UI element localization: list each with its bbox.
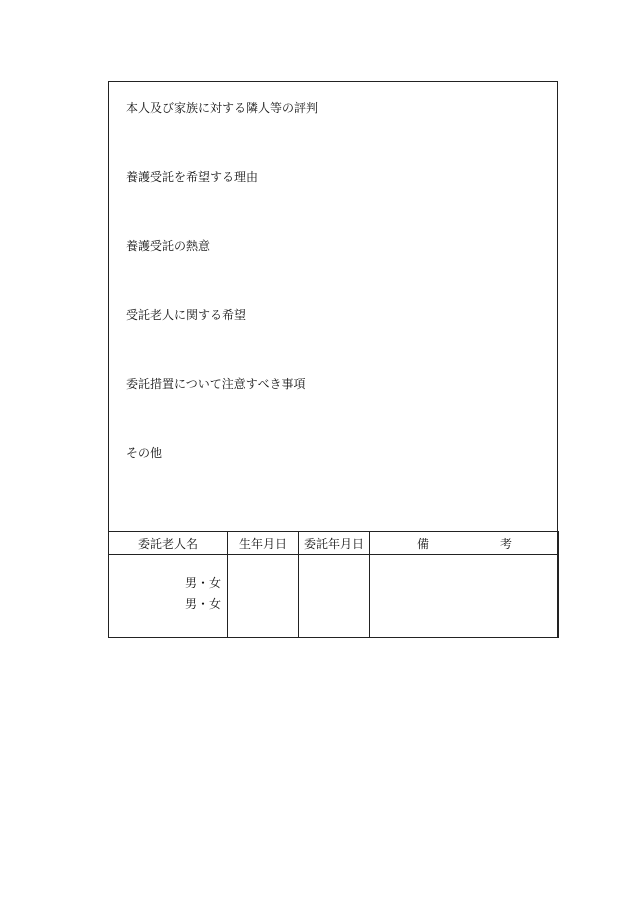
section-label-other: その他 [126, 446, 163, 460]
sex-option-2[interactable]: 男・女 [184, 597, 221, 611]
section-label-reputation: 本人及び家族に対する隣人等の評判 [126, 101, 319, 115]
birth-date-cell[interactable] [228, 555, 299, 638]
header-name: 委託老人名 [109, 532, 228, 555]
entrusted-elderly-table [108, 531, 559, 638]
header-remarks-right: 考 [499, 536, 512, 551]
name-cell[interactable] [109, 555, 228, 638]
form-frame [108, 81, 558, 638]
section-label-reason: 養護受託を希望する理由 [126, 170, 259, 184]
header-remarks [370, 532, 559, 555]
table-row [109, 555, 559, 638]
section-label-notes: 委託措置について注意すべき事項 [126, 377, 306, 391]
header-entrust-date: 委託年月日 [299, 532, 370, 555]
remarks-cell[interactable] [370, 555, 559, 638]
table-header-row [109, 532, 559, 555]
section-label-enthusiasm: 養護受託の熱意 [126, 239, 211, 253]
section-label-wishes: 受託老人に関する希望 [126, 308, 247, 322]
header-remarks-left: 備 [417, 536, 430, 551]
entrust-date-cell[interactable] [299, 555, 370, 638]
sex-option-1[interactable]: 男・女 [184, 576, 221, 590]
header-birth-date: 生年月日 [228, 532, 299, 555]
